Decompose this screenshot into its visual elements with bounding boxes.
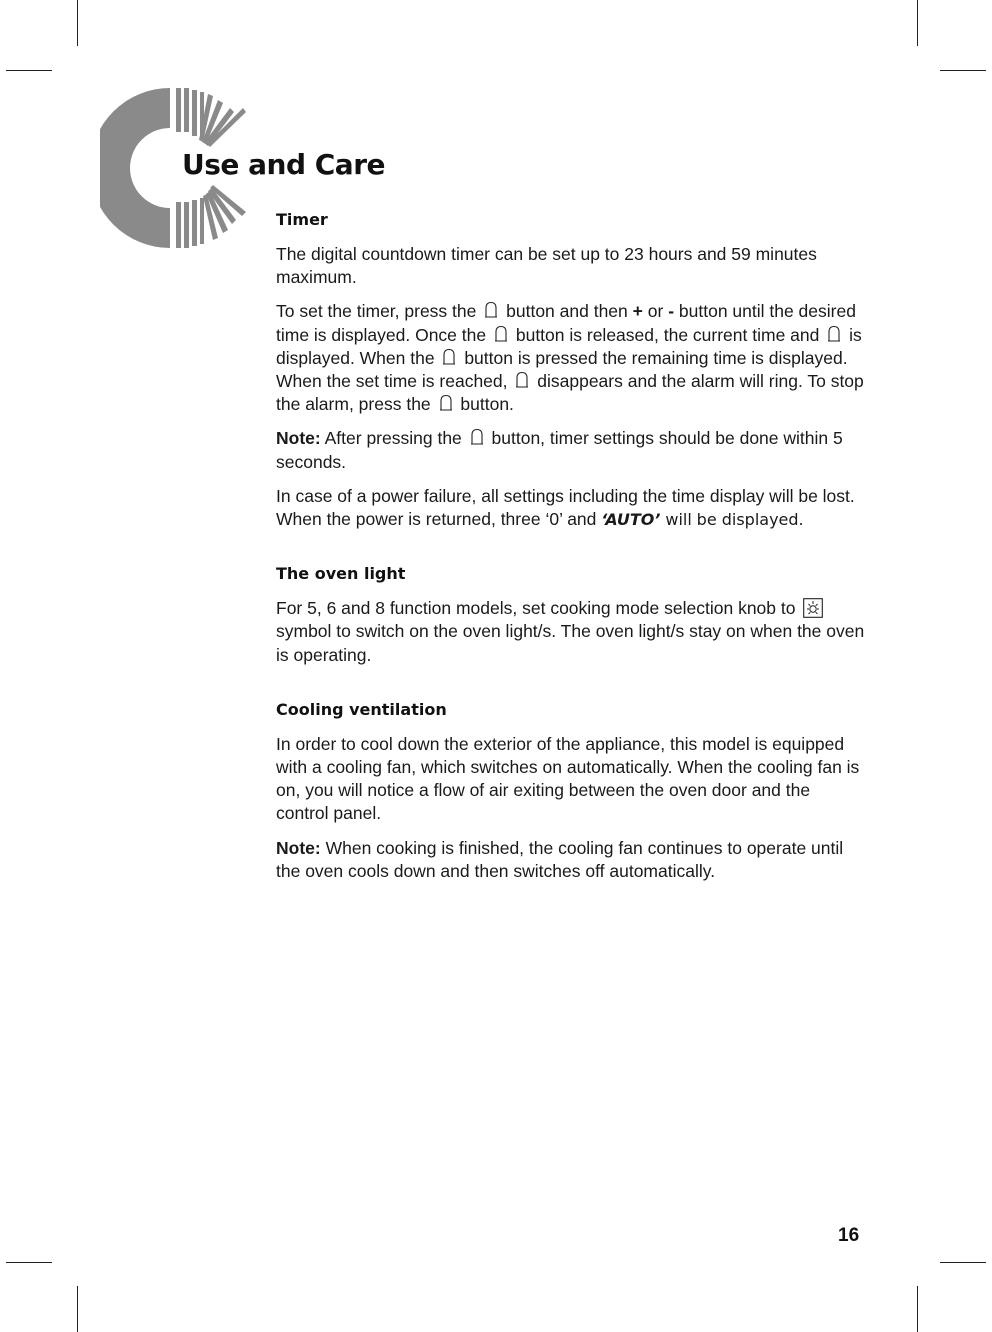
cooling-note: Note: When cooking is finished, the cooling fan continues to operate until the oven cools down and then switches off automatically. [276, 837, 844, 881]
bell-icon [470, 428, 484, 446]
timer-instructions: To set the timer, press the button and then + or - button until the desired time is displayed. Once the button is released, the current time and is displayed. When the button is pressed the remaining time is displayed. When the set time is reached, disappears and the alarm will ring. To stop the alarm, press the button. [276, 301, 864, 415]
bell-icon [442, 348, 456, 366]
oven-light-paragraph: For 5, 6 and 8 function models, set cooking mode selection knob to symbol to switch on the oven light/s. The oven light/s stay on when the oven is operating. [276, 598, 865, 665]
crop-mark [6, 70, 52, 71]
oven-light-icon [803, 598, 823, 618]
note-label: Note: [276, 428, 321, 449]
cooling-paragraph: In order to cool down the exterior of the appliance, this model is equipped with a cooling fan, which switches on automatically. When the cooling fan is on, you will notice a flow of air exiting between the oven door and the control panel. [276, 733, 860, 824]
crop-mark [917, 1286, 918, 1332]
crop-mark [917, 0, 918, 46]
crop-mark [940, 1262, 986, 1263]
section-title: Use and Care [182, 148, 386, 181]
crop-mark [6, 1262, 52, 1263]
cooling-heading: Cooling ventilation [276, 699, 447, 719]
main-content [276, 210, 866, 894]
timer-intro: The digital countdown timer can be set up to 23 hours and 59 minutes maximum. [276, 244, 817, 288]
oven-light-heading: The oven light [276, 564, 406, 584]
bell-icon [515, 371, 529, 389]
crop-mark [77, 1286, 78, 1332]
page-number: 16 [838, 1225, 860, 1246]
crop-mark [940, 70, 986, 71]
crop-mark [77, 0, 78, 46]
bell-icon [827, 325, 841, 343]
note-label: Note: [276, 837, 321, 858]
power-failure-paragraph: In case of a power failure, all settings including the time display will be lost. When the power is returned, three ‘0’ and ‘AUTO’ will be displayed. [276, 485, 855, 530]
bell-icon [439, 394, 453, 412]
bell-icon [484, 301, 498, 319]
bell-icon [494, 325, 508, 343]
timer-note: Note: After pressing the button, timer settings should be done within 5 seconds. [276, 428, 843, 472]
timer-heading: Timer [276, 210, 328, 229]
